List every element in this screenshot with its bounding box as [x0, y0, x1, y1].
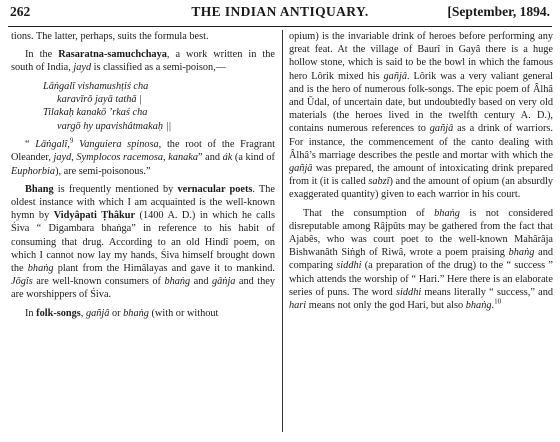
issue-date: [September, 1894. [447, 4, 550, 19]
term: jayd [73, 62, 92, 74]
paragraph: tions. The latter, perhaps, suits the formula best. [11, 31, 209, 42]
left-column [11, 30, 275, 325]
running-header [8, 4, 552, 27]
footnote-ref: 10 [494, 297, 502, 306]
page-number: 262 [10, 4, 31, 19]
journal-title: THE INDIAN ANTIQUARY. [191, 4, 369, 19]
paragraph: “ Lāṅgalî,$^9$ Vanguiera spinosa, the root of the Fragrant Oleander, jayd, Symplocos racemosa, kanaka” and ák (a kind of Euphorbia), are semi-poisonous.” [11, 136, 276, 177]
paragraph: Bhang is frequently mentioned by vernacular poets. The oldest instance with which I am acquainted is the well-known hymn by Vidyâpati Ṭhâkur (1400 A. D.) in which he calls Śiva “ Digambara bhaṅga” in reference to his habit of consuming that drug. According to an old Hindî poem, on which I cannot now lay my hands, Śiva himself brought down the bhaṅg plant from the Himâlayas and gave it to mankind. Jōgîs are well-known consumers of bhaṅg and gâṅja and they are worshippers of Śiva. [11, 183, 276, 301]
verse-line: karavīrō jayā tathā | [57, 94, 142, 106]
right-column [289, 30, 553, 317]
verse-line: vargō hy upavishâtmakaḥ || [57, 120, 172, 132]
verse-line: Tilakaḥ kanakō ’rkaś cha [43, 107, 148, 119]
paragraph: That the consumption of bhaṅg is not considered disreputable among Râjpûts may be gathered from the fact that Ajabês, who was court poet to the well-known Mahârâja Bishwanâth Siṅgh of Riwâ, wrote a poem praising bhaṅg and comparing siddhi (a preparation of the drug) to the “ success ” which attends the worship of “ Hari.” Here there is an elaborate series of puns. The word siddhi means literally “ success,” and hari means not only the god Hari, but also bhaṅg.$^{10}$ [289, 207, 553, 312]
paragraph: opium) is the invariable drink of heroes before performing any great feat. At the village of Baurî in Gayâ there is a huge hollow stone, which is said to be the bowl in which the famous hero Lôrik mixed his gañjâ. Lôrik was a very valiant general and is the hero of numerous folk-songs. The epic poem of Âlhâ and Ūdal, of uncertain date, but undoubtedly based on very old materials (the heroes lived in the twelfth century A. D.), contains numerous references to gañjâ as a drink of warriors. For instance, the commencement of the canto dealing with Âlhâ’s marriage describes the pestle and mortar with which the gañjâ was prepared, the amount of intoxicating drink prepared from it (it is called sabzî) and the amount of opium (an absurdly exaggerated quantity) given to each warrior in his court. [289, 31, 553, 201]
work-title: Rasaratna-samuchchaya [58, 49, 167, 61]
column-divider [282, 30, 283, 432]
paragraph: In folk-songs, gañjâ or bhaṅg (with or without [25, 307, 219, 319]
paragraph: In the Rasaratna-samuchchaya, a work written in the south of India, jayd is classified as a semi-poison,— [11, 49, 275, 74]
verse-line: Lāṅgalī vishamushṭiś cha [43, 80, 149, 92]
sanskrit-verse [11, 80, 275, 134]
footnote-ref: 9 [69, 136, 74, 145]
